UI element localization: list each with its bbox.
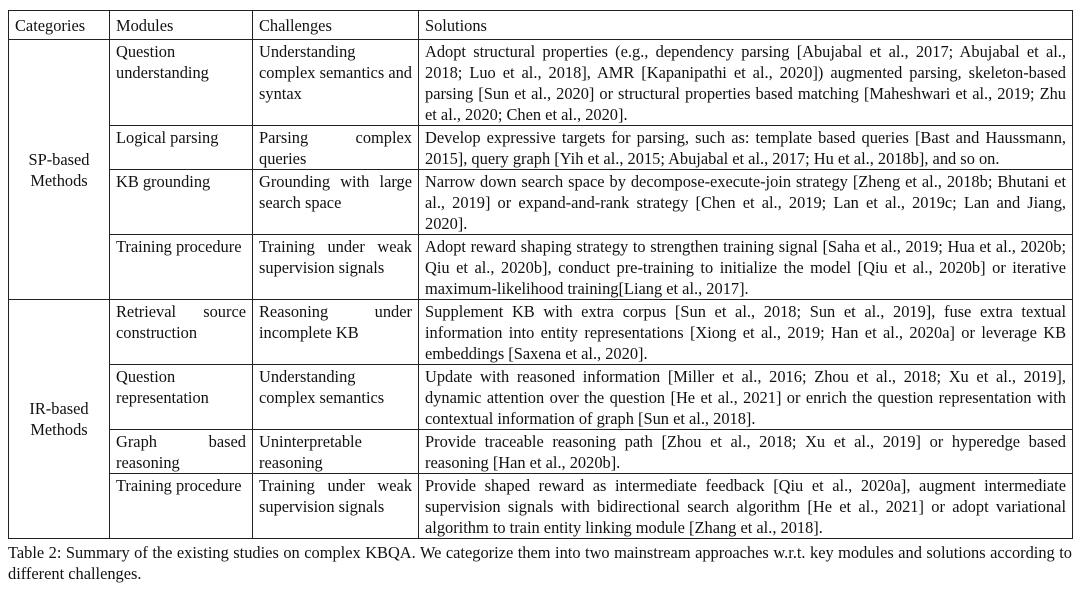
solution-cell: Update with reasoned information [Miller et al., 2016; Zhou et al., 2018; Xu et al., 2019], dynamic attention over the question [He et al., 2021] or enrich the question representation with contextual information of graph [Sun et al., 2018]. <box>419 365 1073 430</box>
header-solutions: Solutions <box>419 11 1073 40</box>
solution-cell: Develop expressive targets for parsing, such as: template based queries [Bast and Haussmann, 2015], query graph [Yih et al., 2015; Abujabal et al., 2017; Hu et al., 2018b], and so on. <box>419 126 1073 170</box>
header-challenges: Challenges <box>253 11 419 40</box>
module-cell: Retrieval source construction <box>110 300 253 365</box>
table-row <box>9 40 1073 126</box>
module-cell: Training procedure <box>110 474 253 539</box>
summary-table <box>8 10 1073 539</box>
table-row <box>9 170 1073 235</box>
challenge-cell: Parsing complex queries <box>253 126 419 170</box>
caption-text: Table 2: Summary of the existing studies on complex KBQA. We categorize them into two mainstream approaches w.r.t. key modules and solutions according to different challenges. <box>8 543 1072 583</box>
table-row <box>9 430 1073 474</box>
solution-cell: Provide shaped reward as intermediate feedback [Qiu et al., 2020a], augment intermediate supervision signals with bidirectional search algorithm [He et al., 2021] or adopt variational algorithm to train entity linking module [Zhang et al., 2018]. <box>419 474 1073 539</box>
challenge-cell: Grounding with large search space <box>253 170 419 235</box>
module-cell: KB grounding <box>110 170 253 235</box>
module-cell: Graph based reasoning <box>110 430 253 474</box>
challenge-cell: Uninterpretable reasoning <box>253 430 419 474</box>
challenge-cell: Understanding complex semantics <box>253 365 419 430</box>
table-row <box>9 126 1073 170</box>
solution-cell: Adopt structural properties (e.g., dependency parsing [Abujabal et al., 2017; Abujabal et al., 2018; Luo et al., 2018], AMR [Kapanipathi et al., 2020]) augmented parsing, skeleton-based parsing [Sun et al., 2020] or structural properties based matching [Maheshwari et al., 2019; Zhu et al., 2020; Chen et al., 2020]. <box>419 40 1073 126</box>
category-cell: IR-based Methods <box>9 300 110 539</box>
category-cell: SP-based Methods <box>9 40 110 300</box>
table-row <box>9 474 1073 539</box>
module-cell: Training procedure <box>110 235 253 300</box>
challenge-cell: Reasoning under incomplete KB <box>253 300 419 365</box>
module-cell: Question representation <box>110 365 253 430</box>
table-row <box>9 365 1073 430</box>
header-categories: Categories <box>9 11 110 40</box>
solution-cell: Adopt reward shaping strategy to strengthen training signal [Saha et al., 2019; Hua et al., 2020b; Qiu et al., 2020b], conduct pre-training to initialize the model [Qiu et al., 2020b] or iterative maximum-likelihood training[Liang et al., 2017]. <box>419 235 1073 300</box>
table-row <box>9 300 1073 365</box>
challenge-cell: Training under weak supervision signals <box>253 474 419 539</box>
module-cell: Logical parsing <box>110 126 253 170</box>
paper-table-figure <box>8 10 1072 584</box>
table-caption <box>8 542 1072 584</box>
challenge-cell: Training under weak supervision signals <box>253 235 419 300</box>
table-row <box>9 235 1073 300</box>
solution-cell: Provide traceable reasoning path [Zhou et al., 2018; Xu et al., 2019] or hyperedge based reasoning [Han et al., 2020b]. <box>419 430 1073 474</box>
module-cell: Question understanding <box>110 40 253 126</box>
solution-cell: Supplement KB with extra corpus [Sun et al., 2018; Sun et al., 2019], fuse extra textual information into entity representations [Xiong et al., 2019; Han et al., 2020a] or leverage KB embeddings [Saxena et al., 2020]. <box>419 300 1073 365</box>
challenge-cell: Understanding complex semantics and syntax <box>253 40 419 126</box>
table-header-row <box>9 11 1073 40</box>
solution-cell: Narrow down search space by decompose-execute-join strategy [Zheng et al., 2018b; Bhutani et al., 2019] or expand-and-rank strategy [Chen et al., 2019; Lan et al., 2019c; Lan and Jiang, 2020]. <box>419 170 1073 235</box>
header-modules: Modules <box>110 11 253 40</box>
